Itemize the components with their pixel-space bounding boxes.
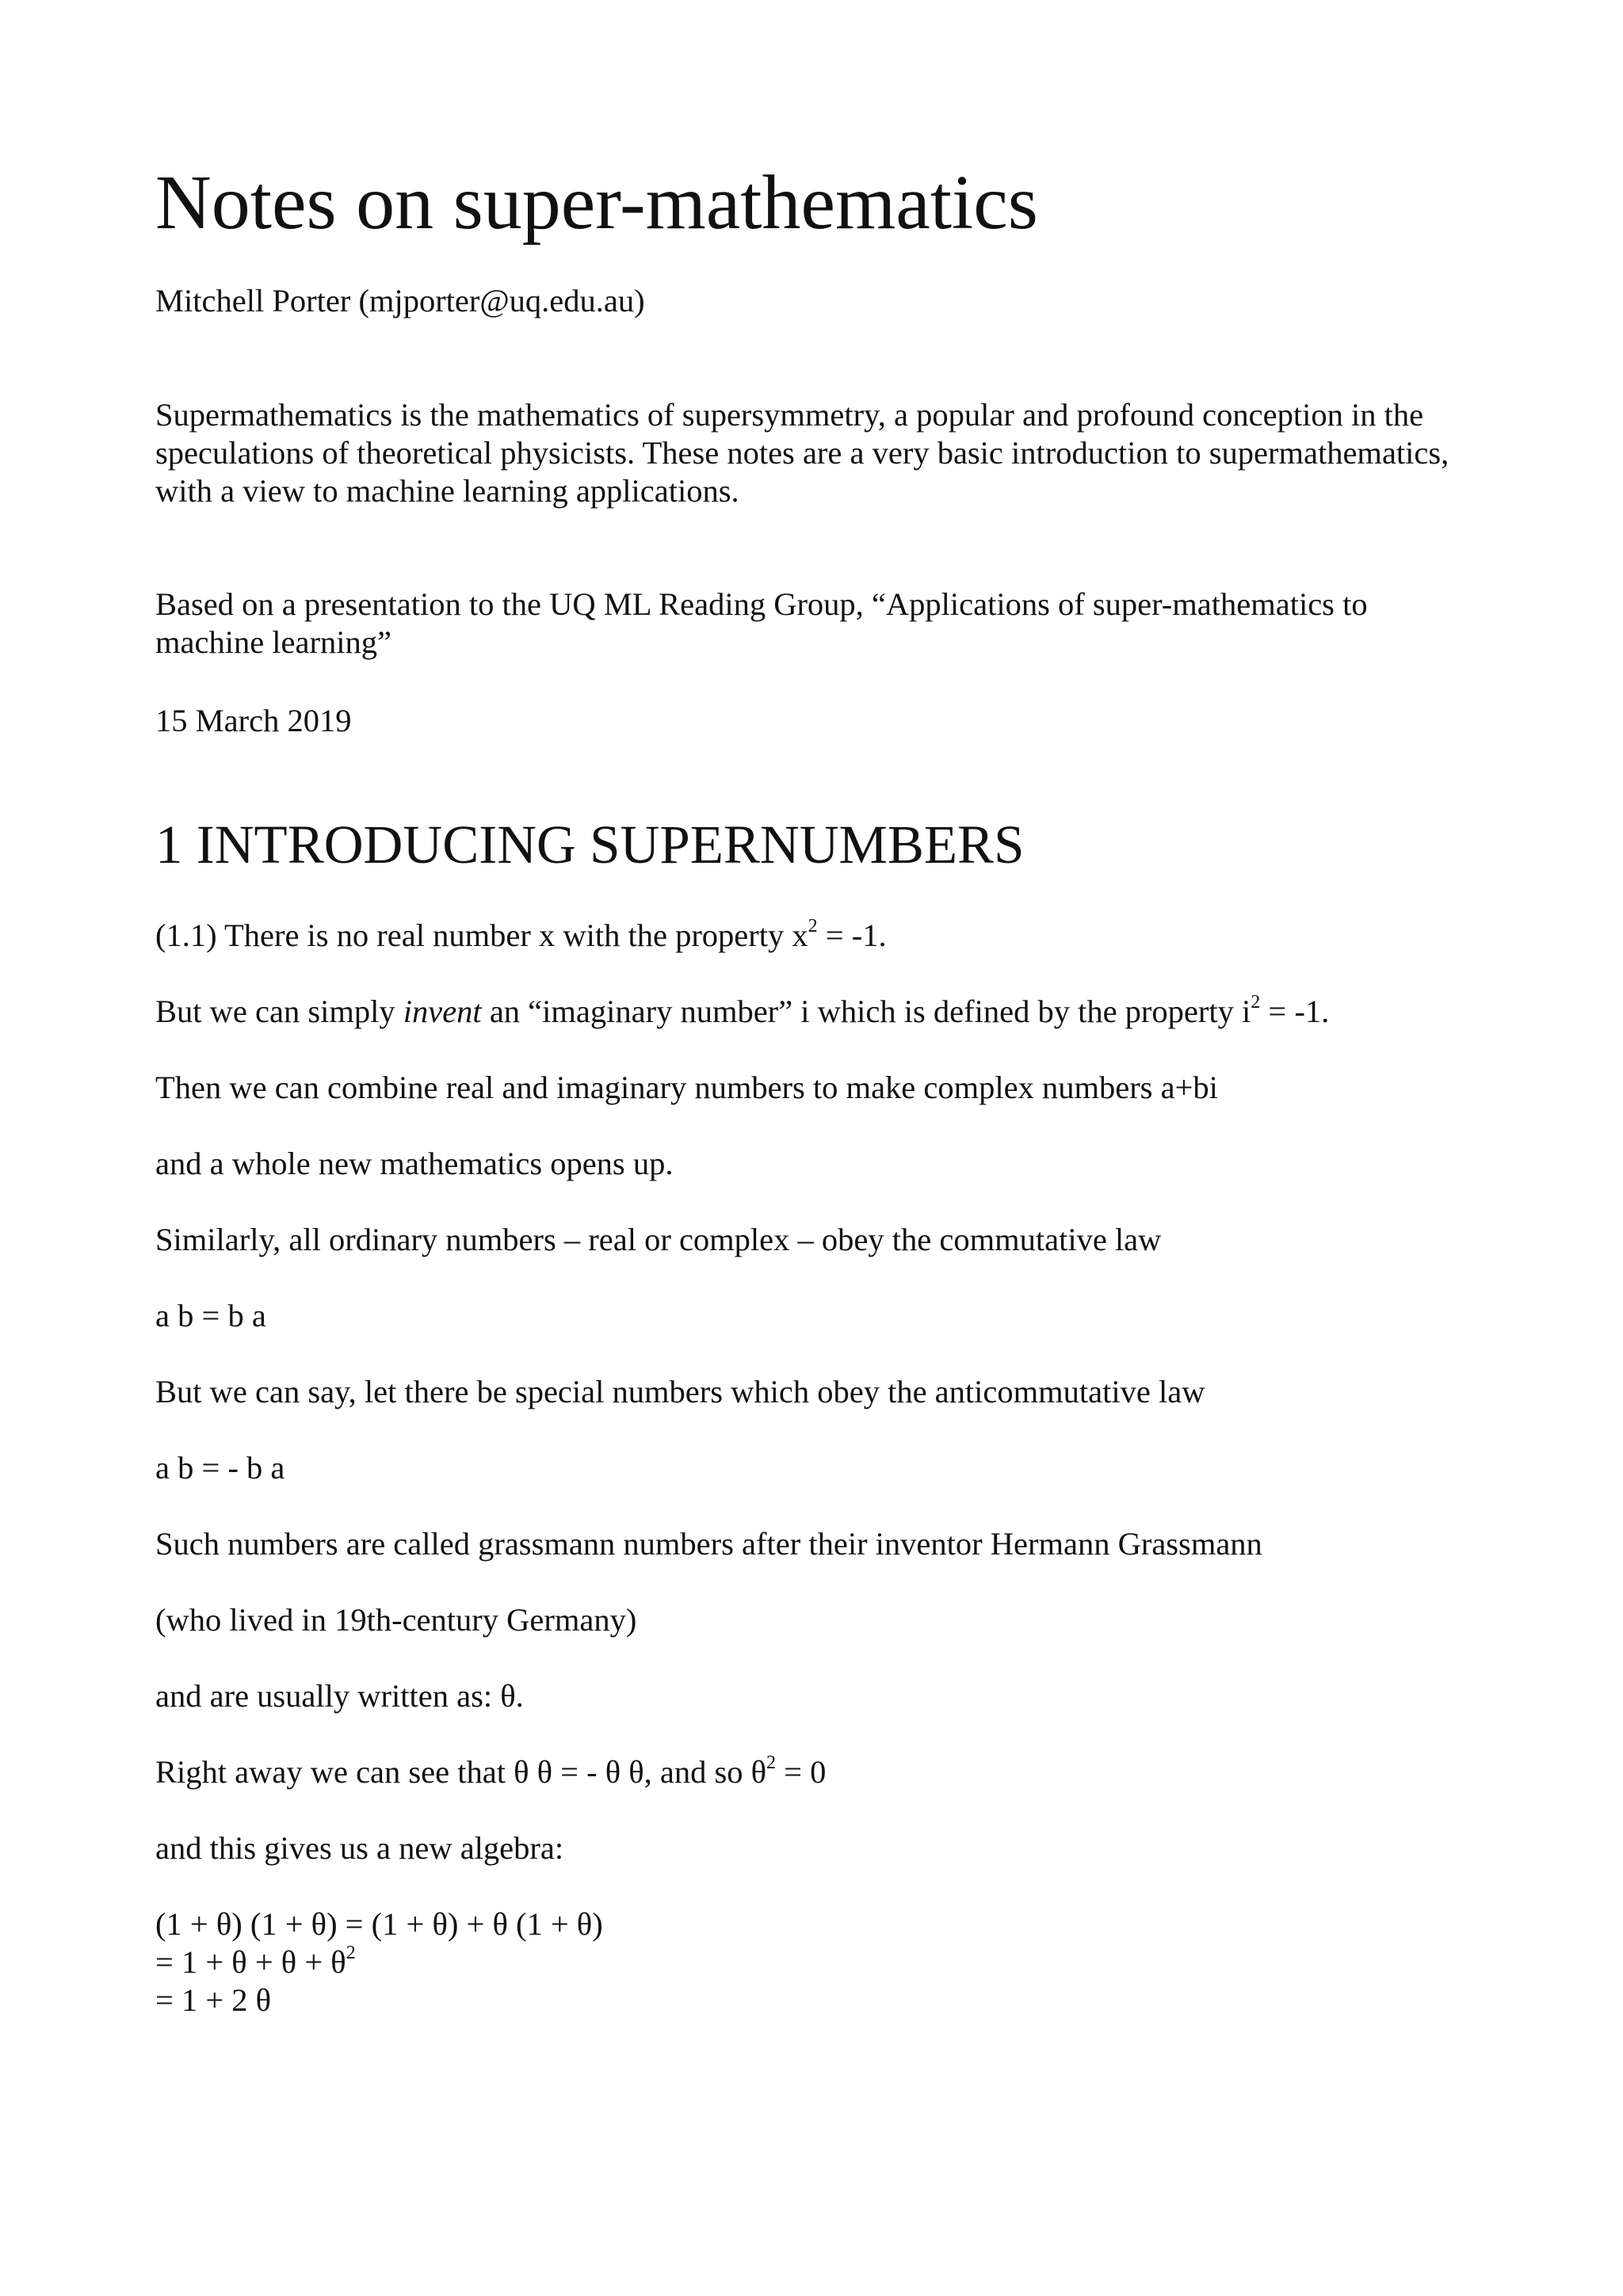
document-title: Notes on super-mathematics: [155, 160, 1038, 246]
paragraph-anticommutative: But we can say, let there be special numbers which obey the anticommutative law: [155, 1374, 1205, 1409]
paragraph-grassmann: Such numbers are called grassmann numbers after their inventor Hermann Grassmann: [155, 1526, 1262, 1562]
paragraph-theta: and are usually written as: θ.: [155, 1678, 524, 1714]
paragraph-germany: (who lived in 19th-century Germany): [155, 1602, 637, 1638]
text-run: an “imaginary number” i which is defined by the property i: [481, 994, 1251, 1029]
text-run: = 1 + θ + θ + θ: [155, 1944, 346, 1980]
superscript: 2: [808, 915, 818, 936]
equation-anticommutative: a b = - b a: [155, 1450, 285, 1486]
text-run: = -1.: [1260, 994, 1330, 1029]
text-run: = -1.: [817, 917, 887, 953]
equation-line-3: = 1 + 2 θ: [155, 1982, 272, 2018]
text-run: = 0: [776, 1754, 827, 1790]
text-run: (1.1) There is no real number x with the property x: [155, 917, 808, 953]
paragraph-complex: Then we can combine real and imaginary numbers to make complex numbers a+bi: [155, 1070, 1218, 1105]
paragraph-theta-squared: [155, 1753, 826, 1791]
author-line: Mitchell Porter (mjporter@uq.edu.au): [155, 283, 645, 318]
superscript: 2: [346, 1942, 356, 1963]
text-run: Right away we can see that θ θ = - θ θ, and so θ: [155, 1754, 767, 1790]
paragraph-imaginary: [155, 993, 1329, 1031]
paragraph-new-math: and a whole new mathematics opens up.: [155, 1146, 674, 1181]
equation-commutative: a b = b a: [155, 1298, 266, 1333]
text-run: But we can simply: [155, 994, 403, 1029]
presentation-note: Based on a presentation to the UQ ML Reading Group, “Applications of super-mathematics to machine learning”: [155, 586, 1368, 660]
equation-line-2: [155, 1943, 356, 1981]
section-heading: 1 INTRODUCING SUPERNUMBERS: [155, 814, 1025, 875]
superscript: 2: [766, 1752, 777, 1773]
equation-line-1: (1 + θ) (1 + θ) = (1 + θ) + θ (1 + θ): [155, 1906, 603, 1942]
document-date: 15 March 2019: [155, 703, 352, 738]
superscript: 2: [1251, 991, 1261, 1013]
paragraph-commutative: Similarly, all ordinary numbers – real or complex – obey the commutative law: [155, 1222, 1162, 1257]
abstract-paragraph: Supermathematics is the mathematics of supersymmetry, a popular and profound conception in the speculations of theoretical physicists. These notes are a very basic introduction to supermathematics, with a view to machine learning applications.: [155, 397, 1449, 509]
emphasis-text: invent: [403, 994, 482, 1029]
paragraph-1-1: [155, 917, 887, 955]
paragraph-new-algebra: and this gives us a new algebra:: [155, 1830, 564, 1866]
